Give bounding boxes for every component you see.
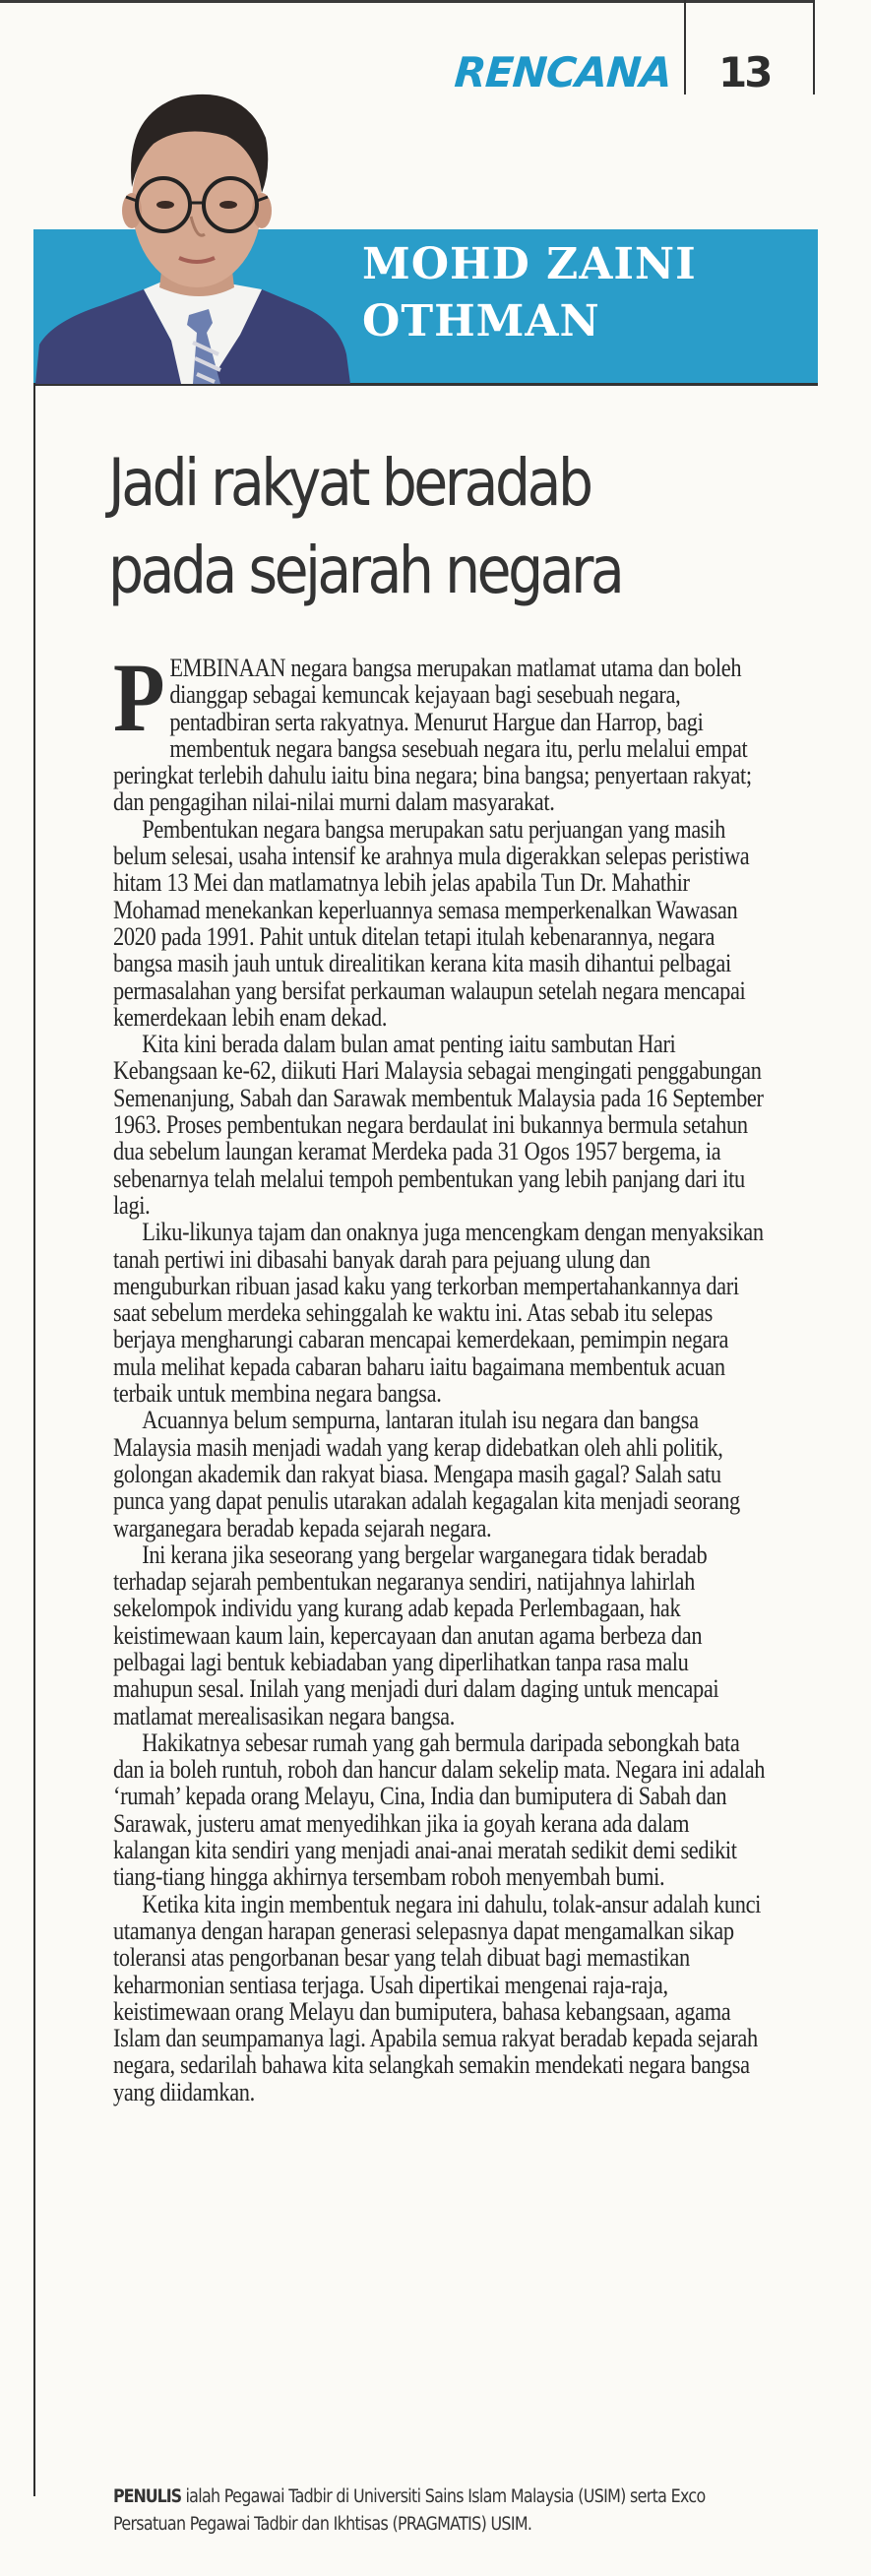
article-paragraph: Pembentukan negara bangsa merupakan satu perjuangan yang masih belum selesai, usaha intensif ke arahnya mula digerakkan selepas peristiwa hitam 13 Mei dan matlamatnya lebih jelas apabila Tun Dr. Mahathir Mohamad menekankan keperluannya semasa memperkenalkan Wawasan 2020 pada 1991. Pahit untuk ditelan tetapi itulah kebenarannya, negara bangsa masih jauh untuk direalitikan kerana kita masih dihantui pelbagai permasalahan yang bersifat perkauman walaupun setelah negara mencapai kemerdekaan lebih enam dekad. xyxy=(113,814,750,1032)
headline-line1: Jadi rakyat beradab xyxy=(108,445,591,521)
column-rule xyxy=(33,383,35,2496)
article-paragraph: Hakikatnya sebesar rumah yang gah bermula daripada sebongkah bata dan ia boleh runtuh, roboh dan hancur dalam sekelip mata. Negara ini adalah ‘rumah’ kepada orang Melayu, Cina, India dan bumiputera di Sabah dan Sarawak, justeru amat menyedihkan jika ia goyah kerana ada dalam kalangan kita sendiri yang menjadi anai-anai meratah sedikit demi sedikit tiang-tiang hingga akhirnya tersembam roboh menyembah bumi. xyxy=(113,1728,766,1892)
top-rule xyxy=(0,0,814,3)
page-number: 13 xyxy=(718,48,771,96)
paragraph-text: EMBINAAN negara bangsa merupakan matlamat utama dan boleh dianggap sebagai kemuncak kejayaan bagi sesebuah negara, pentadbiran serta rakyatnya. Menurut Hargue dan Harrop, bagi membentuk negara bangsa sesebuah negara itu, perlu melalui empat peringkat terlebih dahulu iaitu bina negara; bina bangsa; penyertaan rakyat; dan pengagihan nilai-nilai murni dalam masyarakat. xyxy=(113,654,752,817)
article-paragraph: Ketika kita ingin membentuk negara ini dahulu, tolak-ansur adalah kunci utamanya dengan harapan generasi selepasnya dapat mengamalkan sikap toleransi atas pengorbanan besar yang telah dibuat bagi memastikan keharmonian sentiasa terjaga. Usah dipertikai mengenai raja-raja, keistimewaan orang Melayu dan bumiputera, bahasa kebangsaan, agama Islam dan seumpamanya lagi. Apabila semua rakyat beradab kepada sejarah negara, sedarilah bahawa kita selangkah semakin mendekati negara bangsa yang diidamkan. xyxy=(113,1889,762,2106)
article-headline xyxy=(108,439,701,614)
author-bio-text: ialah Pegawai Tadbir di Universiti Sains Islam Malaysia (USIM) serta Exco Persatuan Pegawai Tadbir dan Ikhtisas (PRAGMATIS) USIM. xyxy=(113,2486,706,2535)
author-name xyxy=(362,236,815,350)
article-paragraph: Ini kerana jika seseorang yang bergelar warganegara tidak beradab terhadap sejarah pembentukan negaranya sendiri, natijahnya lahirlah sekelompok individu yang kurang adab kepada Perlembagaan, hak keistimewaan kaum lain, kepercayaan dan anutan agama berbeza dan pelbagai lagi bentuk kebiadaban yang diperlihatkan tanpa rasa malu mahupun sesal. Inilah yang menjadi duri dalam daging untuk mencapai matlamat merealisasikan negara bangsa. xyxy=(113,1539,719,1730)
header-divider-right xyxy=(813,0,815,94)
article-paragraph: Kita kini berada dalam bulan amat penting iaitu sambutan Hari Kebangsaan ke-62, diikuti Hari Malaysia sebagai mengingati penggabungan Semenanjung, Sabah dan Sarawak membentuk Malaysia pada 16 September 1963. Proses pembentukan negara berdaulat ini bukannya bermula setahun dua sebelum laungan keramat Merdeka pada 31 Ogos 1957 bergema, ia sebenarnya telah melalui tempoh pembentukan yang lebih panjang dari itu lagi. xyxy=(113,1030,764,1220)
article-paragraph xyxy=(113,643,765,817)
section-label: RENCANA xyxy=(453,48,673,96)
author-bio-label: PENULIS xyxy=(113,2486,182,2507)
header-divider xyxy=(684,0,686,94)
author-name-line2: OTHMAN xyxy=(362,296,600,346)
headline-line2: pada sejarah negara xyxy=(108,533,622,608)
drop-cap: P xyxy=(113,643,165,752)
author-name-line1: MOHD ZAINI xyxy=(362,239,697,289)
article-paragraph: Liku-likunya tajam dan onaknya juga mencengkam dengan menyaksikan tanah pertiwi ini dibasahi banyak darah para pejuang ulung dan menguburkan ribuan jasad kaku yang terkorban mempertahankannya dari saat sebelum merdeka sehinggalah ke waktu ini. Atas sebab itu selepas berjaya mengharungi cabaran mencapai kemerdekaan, pemimpin negara mula melihat kepada cabaran baharu iaitu bagaimana membentuk acuan terbaik untuk membina negara bangsa. xyxy=(113,1218,764,1409)
author-portrait xyxy=(33,87,358,384)
author-bio xyxy=(113,2483,757,2539)
article-body xyxy=(113,643,766,2106)
article-paragraph: Acuannya belum sempurna, lantaran itulah isu negara dan bangsa Malaysia masih menjadi wadah yang kerap didebatkan oleh ahli politik, golongan akademik dan rakyat biasa. Mengapa masih gagal? Salah satu punca yang dapat penulis utarakan adalah kegagalan kita menjadi seorang warganegara beradab kepada sejarah negara. xyxy=(113,1406,740,1542)
